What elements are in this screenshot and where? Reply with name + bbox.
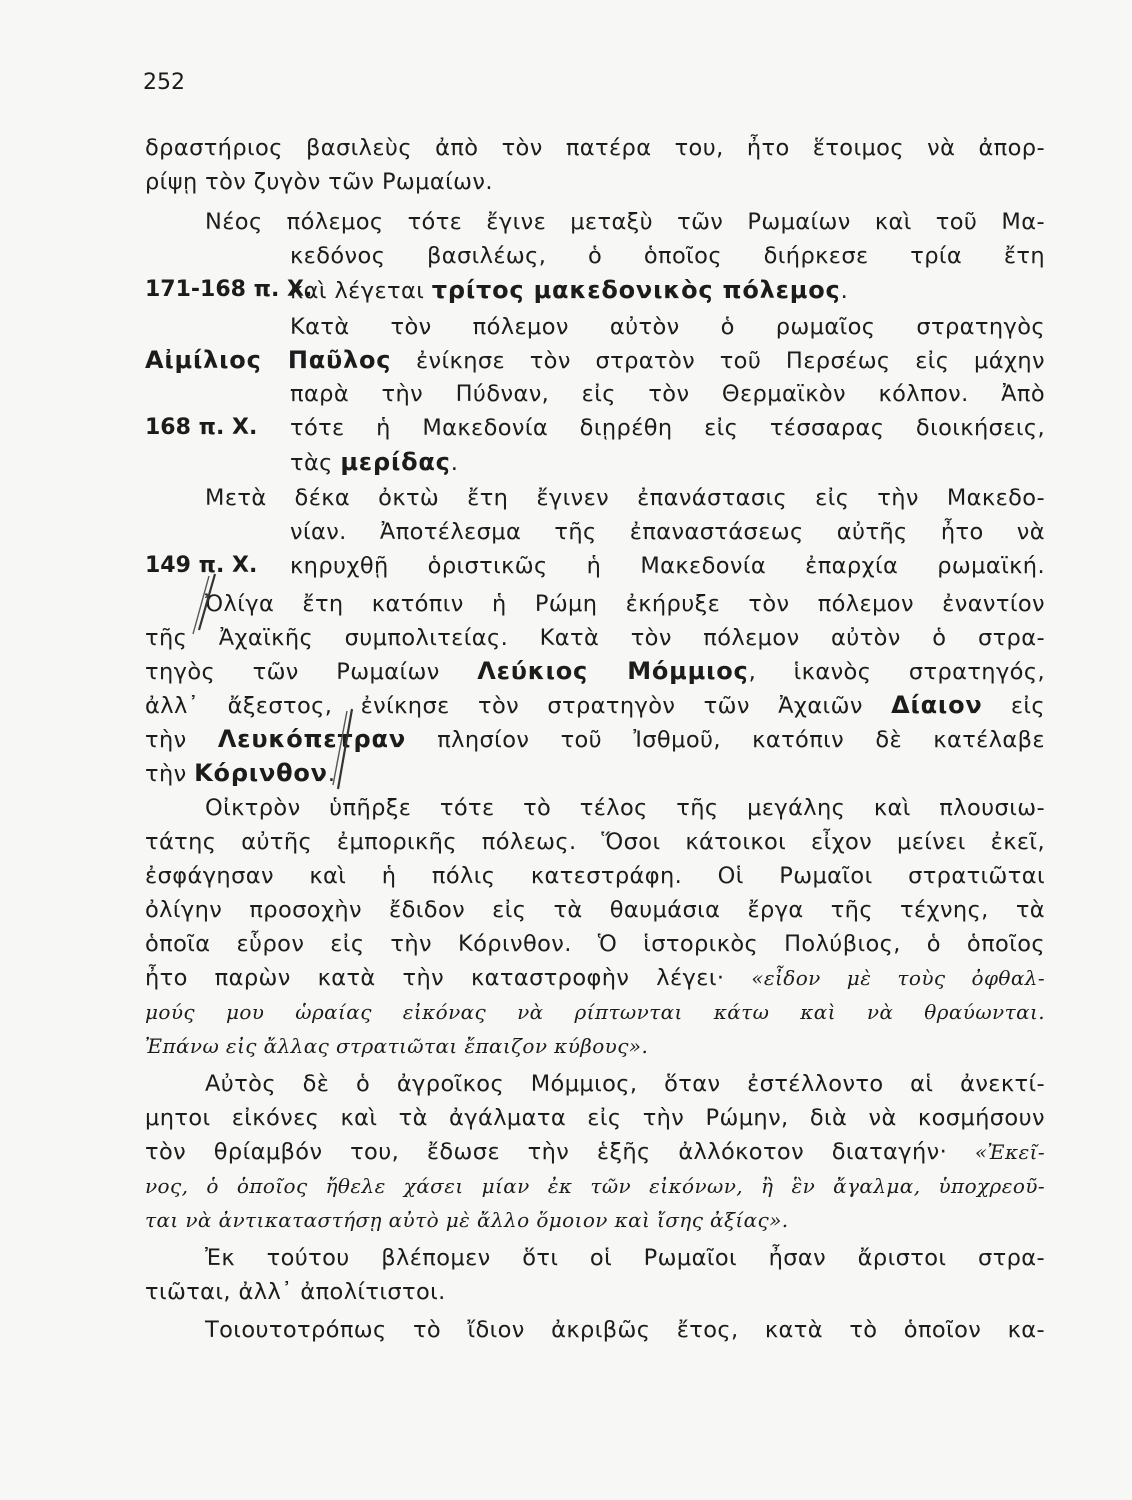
text-line: ἀλλ᾿ ἄξεστος, ἐνίκησε τὸν στρατηγὸν τῶν Ἀχαιῶν Δίαιον εἰς xyxy=(145,691,1046,719)
bold-term: τρίτος μακεδονικὸς πόλεμος xyxy=(431,276,841,304)
text-line: ρίψῃ τὸν ζυγὸν τῶν Ρωμαίων. xyxy=(145,169,493,195)
quote-text: «Ἐκεῖ- xyxy=(974,1140,1045,1164)
text-line: ὀλίγην προσοχὴν ἔδιδον εἰς τὰ θαυμάσια ἔργα τῆς τέχνης, τὰ xyxy=(145,897,1045,923)
bold-name: Αἰμίλιος Παῦλος xyxy=(145,346,392,374)
quote-text: νος, ὁ ὁποῖος ἤθελε χάσει μίαν ἐκ τῶν εἰκόνων, ἢ ἓν ἄγαλμα, ὑποχρεοῦ- xyxy=(145,1174,1045,1198)
text-line: ἦτο παρὼν κατὰ τὴν καταστροφὴν λέγει· «εἶδον μὲ τοὺς ὀφθαλ- xyxy=(145,965,1045,991)
text-line xyxy=(145,1169,1045,1203)
text-line: δραστήριος βασιλεὺς ἀπὸ τὸν πατέρα του, ἦτο ἕτοιμος νὰ ἀπορ- xyxy=(145,135,1045,161)
text-line xyxy=(145,995,1045,1029)
text-line: Οἰκτρὸν ὑπῆρξε τότε τὸ τέλος τῆς μεγάλης καὶ πλουσιω- xyxy=(205,795,1045,821)
pencil-slash-mark xyxy=(328,705,358,795)
text-line: τηγὸς τῶν Ρωμαίων Λεύκιος Μόμμιος, ἱκανὸς στρατηγός, xyxy=(145,657,1045,685)
bold-name: Δίαιον xyxy=(891,691,983,719)
text-line: κεδόνος βασιλέως, ὁ ὁποῖος διήρκεσε τρία ἔτη xyxy=(290,243,1045,269)
text-line: κηρυχθῇ ὁριστικῶς ἡ Μακεδονία ἐπαρχία ρωμαϊκή. xyxy=(290,553,1045,579)
text-line: Νέος πόλεμος τότε ἔγινε μεταξὺ τῶν Ρωμαίων καὶ τοῦ Μα- xyxy=(205,209,1045,235)
text-line: τὸν θρίαμβόν του, ἔδωσε τὴν ἑξῆς ἀλλόκοτον διαταγήν· «Ἐκεῖ- xyxy=(145,1139,1045,1165)
text-line: τιῶται, ἀλλ᾿ ἀπολίτιστοι. xyxy=(145,1279,446,1305)
text-line: ὁποῖα εὗρον εἰς τὴν Κόρινθον. Ὁ ἱστορικὸς Πολύβιος, ὁ ὁποῖος xyxy=(145,931,1045,957)
margin-date: 168 π. Χ. xyxy=(145,415,258,440)
text-line: τῆς Ἀχαϊκῆς συμπολιτείας. Κατὰ τὸν πόλεμον αὐτὸν ὁ στρα- xyxy=(145,625,1045,651)
text-line: Ὀλίγα ἔτη κατόπιν ἡ Ρώμη ἐκήρυξε τὸν πόλεμον ἐναντίον xyxy=(205,591,1045,617)
text-line: Μετὰ δέκα ὀκτὼ ἔτη ἔγινεν ἐπανάστασις εἰς τὴν Μακεδο- xyxy=(205,485,1045,511)
bold-term: μερίδας xyxy=(340,448,451,476)
text-line xyxy=(145,1029,1045,1063)
text-line: τότε ἡ Μακεδονία διῃρέθη εἰς τέσσαρας διοικήσεις, xyxy=(290,415,1045,441)
text-line: Τοιουτοτρόπως τὸ ἴδιον ἀκριβῶς ἔτος, κατὰ τὸ ὁποῖον κα- xyxy=(205,1317,1045,1343)
text-line: μητοι εἰκόνες καὶ τὰ ἀγάλματα εἰς τὴν Ρώμην, διὰ νὰ κοσμήσουν xyxy=(145,1105,1045,1131)
text-line: Ἐκ τούτου βλέπομεν ὅτι οἱ Ρωμαῖοι ἦσαν ἄριστοι στρα- xyxy=(205,1245,1045,1271)
text-line: τὴν Κόρινθον. xyxy=(145,759,336,787)
text-line: τὴν Λευκόπετραν πλησίον τοῦ Ἰσθμοῦ, κατόπιν δὲ κατέλαβε xyxy=(145,725,1045,753)
quote-text: «εἶδον μὲ τοὺς ὀφθαλ- xyxy=(751,966,1045,990)
quote-text: ται νὰ ἀντικαταστήσῃ αὐτὸ μὲ ἄλλο ὅμοιον καὶ ἴσης ἀξίας». xyxy=(145,1208,789,1232)
text-line: παρὰ τὴν Πύδναν, εἰς τὸν Θερμαϊκὸν κόλπον. Ἀπὸ xyxy=(290,381,1045,407)
bold-name: Κόρινθον xyxy=(194,759,328,787)
quote-text: Ἐπάνω εἰς ἄλλας στρατιῶται ἔπαιζον κύβους». xyxy=(145,1034,649,1058)
text-line xyxy=(145,1203,1045,1237)
margin-date: 171-168 π. Χ. xyxy=(145,277,313,302)
bold-name: Λευκόπετραν xyxy=(217,725,406,753)
text-line: νίαν. Ἀποτέλεσμα τῆς ἐπαναστάσεως αὐτῆς ἦτο νὰ xyxy=(290,519,1045,545)
pencil-slash-mark xyxy=(185,570,225,640)
bold-name: Λεύκιος Μόμμιος xyxy=(477,657,749,685)
margin-date: 149 π. Χ. xyxy=(145,553,258,578)
text-line: τάτης αὐτῆς ἐμπορικῆς πόλεως. Ὅσοι κάτοικοι εἶχον μείνει ἐκεῖ, xyxy=(145,829,1045,855)
text-line: τὰς μερίδας. xyxy=(290,448,459,476)
text-line: ἐσφάγησαν καὶ ἡ πόλις κατεστράφη. Οἱ Ρωμαῖοι στρατιῶται xyxy=(145,863,1045,889)
page-number: 252 xyxy=(143,70,185,95)
text-line: Κατὰ τὸν πόλεμον αὐτὸν ὁ ρωμαῖος στρατηγὸς xyxy=(290,314,1045,340)
text-line: Αἰμίλιος Παῦλος ἐνίκησε τὸν στρατὸν τοῦ Περσέως εἰς μάχην xyxy=(145,346,1046,374)
quote-text: μούς μου ὡραίας εἰκόνας νὰ ρίπτωνται κάτω καὶ νὰ θραύωνται. xyxy=(145,1000,1045,1024)
text-line: καὶ λέγεται τρίτος μακεδονικὸς πόλεμος. xyxy=(290,276,849,304)
text-line: Αὐτὸς δὲ ὁ ἀγροῖκος Μόμμιος, ὅταν ἐστέλλοντο αἱ ἀνεκτί- xyxy=(205,1071,1045,1097)
